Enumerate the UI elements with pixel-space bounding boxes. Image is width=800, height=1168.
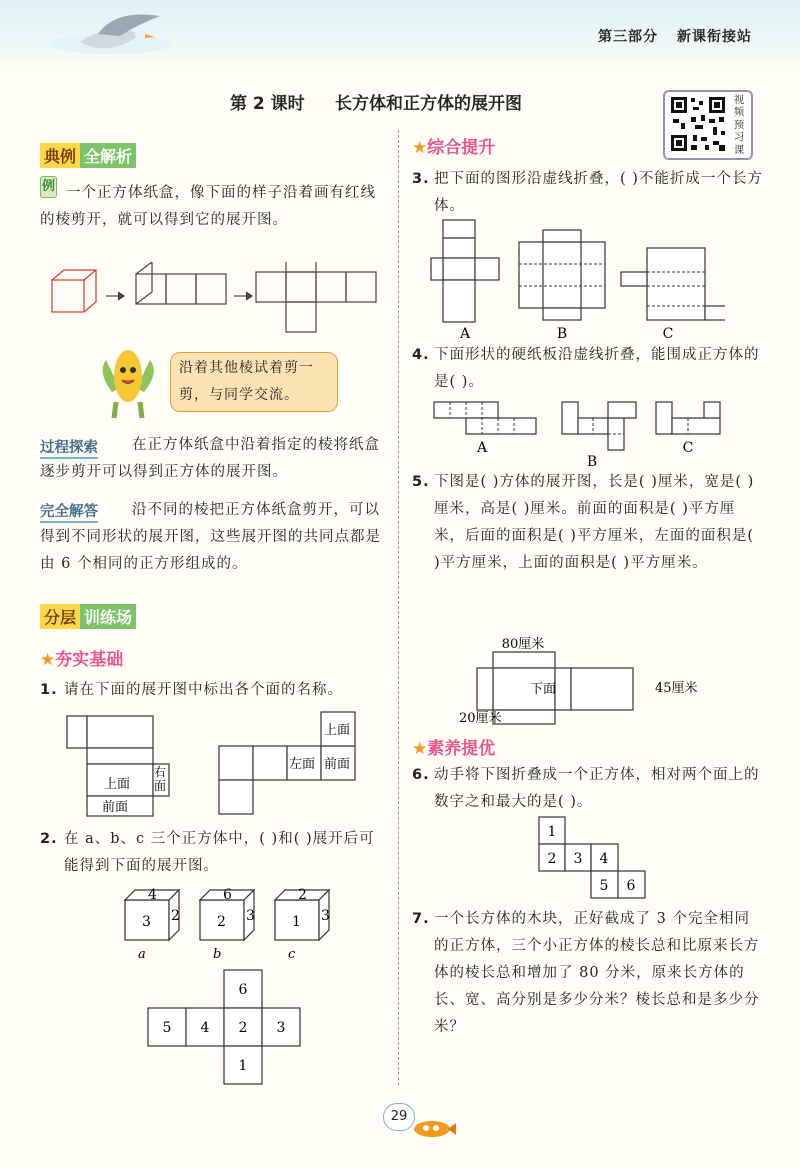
q1-net2-top: 上面 [324, 723, 351, 738]
q5-face-label: 下面 [529, 682, 557, 697]
q1-net2-left: 左面 [289, 757, 316, 772]
q1-text: 请在下面的展开图中标出各个面的名称。 [64, 682, 343, 698]
cube-c-label: c [288, 947, 296, 962]
q6-text: 动手将下图折叠成一个正方体，相对两个面上的数字之和最大的是( )。 [434, 767, 760, 810]
practice-heading-part2: 训练场 [80, 604, 136, 629]
q3-label-a: A [459, 326, 471, 342]
cube-b-label: b [213, 947, 222, 962]
q3-number: 3. [412, 171, 430, 187]
qr-code-icon [669, 95, 727, 153]
header-part: 第三部分 [598, 29, 658, 45]
q3-text: 把下面的图形沿虚线折叠，( )不能折成一个长方体。 [434, 171, 763, 214]
q2-net-cell: 4 [200, 1020, 210, 1036]
cube-a-front: 3 [142, 914, 151, 930]
q5-dim-right: 45厘米 [655, 681, 698, 696]
q6-cell: 3 [573, 851, 583, 867]
q2-net-cell: 2 [238, 1020, 248, 1036]
quality-heading [412, 734, 495, 759]
cube-a-label: a [138, 947, 146, 962]
star-icon: ★ [412, 739, 428, 759]
basic-heading [40, 645, 123, 670]
quality-heading-text: 素养提优 [427, 739, 496, 759]
qr-caption [731, 94, 747, 156]
cube-a-side: 2 [171, 908, 180, 924]
page-number: 29 [383, 1103, 415, 1131]
qr-char: 课 [733, 143, 745, 156]
q4-text: 下面形状的硬纸板沿虚线折叠，能围成正方体的是( )。 [434, 347, 760, 390]
q7-number: 7. [412, 911, 430, 927]
q1-net1-right-char: 右 [154, 765, 167, 779]
submarine-icon [408, 1115, 458, 1141]
q6-cell: 1 [547, 824, 557, 840]
q4-label-c: C [682, 440, 694, 456]
q2-cubes [120, 886, 340, 964]
cube-c-front: 1 [292, 914, 301, 930]
example-heading-part2: 全解析 [80, 143, 136, 168]
q2-text: 在 a、b、c 三个正方体中，( )和( )展开后可能得到下面的展开图。 [64, 831, 375, 874]
corn-mascot-illustration [92, 342, 164, 422]
q5-net [455, 636, 755, 728]
q1-net1-top: 上面 [104, 777, 131, 792]
cube-a-top: 4 [148, 887, 157, 903]
cube-c-top: 2 [298, 887, 307, 903]
q2-net [140, 968, 310, 1090]
qr-card[interactable] [663, 90, 753, 160]
answer-text: 沿不同的棱把正方体纸盒剪开，可以得到不同形状的展开图，这些展开图的共同点都是由 6 个相同的正方形组成的。 [40, 502, 381, 572]
header-series: 新课衔接站 [677, 29, 752, 45]
q1-net2-front: 前面 [324, 757, 351, 772]
cube-c-side: 3 [321, 908, 330, 924]
q4-figures [430, 396, 730, 468]
q3-label-b: B [556, 326, 568, 342]
combo-heading-text: 综合提升 [427, 138, 496, 158]
column-divider [398, 130, 399, 1085]
answer-label: 完全解答 [40, 500, 98, 523]
q3-figures [425, 214, 725, 342]
cube-b-side: 3 [246, 908, 255, 924]
example-tag: 例 [40, 176, 57, 198]
q1-net1-right [154, 765, 166, 793]
q2-net-cell: 5 [162, 1020, 172, 1036]
q1-net1-right-char: 面 [154, 779, 167, 793]
q6-cell: 4 [599, 851, 609, 867]
lesson-number: 第 2 课时 [230, 94, 305, 114]
qr-char: 习 [733, 131, 745, 144]
q5-dim-top: 80厘米 [501, 637, 545, 652]
q4-label-b: B [586, 454, 598, 468]
example-net-diagram [44, 262, 384, 334]
combo-heading [412, 133, 495, 158]
q6-net [535, 815, 655, 901]
lesson-title: 长方体和正方体的展开图 [335, 94, 522, 114]
q2-net-bottom: 1 [238, 1058, 248, 1074]
q2-number: 2. [40, 831, 58, 847]
q7-text: 一个长方体的木块，正好截成了 3 个完全相同的正方体，三个小正方体的棱长总和比原来长方体的棱长总和增加了 80 分米，原来长方体的长、宽、高分别是多少分米？棱长总和是多少分米？ [434, 911, 760, 1035]
q1-nets [64, 708, 384, 820]
q5-number: 5. [412, 474, 430, 490]
q6-cell: 2 [547, 851, 557, 867]
q3-label-c: C [662, 326, 674, 342]
q4-label-a: A [476, 440, 488, 456]
q6-cell: 6 [626, 878, 636, 894]
cube-b-front: 2 [217, 914, 226, 930]
star-icon: ★ [40, 650, 56, 670]
basic-heading-text: 夯实基础 [55, 650, 124, 670]
seagull-illustration [40, 4, 190, 74]
q1-number: 1. [40, 682, 58, 698]
process-label: 过程探索 [40, 436, 98, 459]
q6-cell: 5 [599, 878, 609, 894]
practice-heading-part1: 分层 [40, 604, 80, 629]
q5-text: 下图是( )方体的展开图，长是( )厘米，宽是( )厘米，高是( )厘米。前面的面积是( )平方厘米，后面的面积是( )平方厘米，左面的面积是( )平方厘米，上面的面积是( )平方厘米。 [434, 474, 755, 571]
q6-number: 6. [412, 767, 430, 783]
q4-number: 4. [412, 347, 430, 363]
practice-heading [40, 604, 136, 629]
cube-b-top: 6 [223, 887, 232, 903]
mascot-speech-bubble: 沿着其他棱试着剪一剪，与同学交流。 [170, 352, 338, 412]
star-icon: ★ [412, 138, 428, 158]
q5-dim-left: 20厘米 [459, 711, 502, 726]
example-text: 一个正方体纸盒，像下面的样子沿着画有红线的棱剪开，就可以得到它的展开图。 [40, 185, 376, 228]
qr-char: 频 [733, 106, 745, 119]
example-heading [40, 143, 136, 168]
example-heading-part1: 典例 [40, 143, 80, 168]
qr-char: 视 [733, 94, 745, 106]
q2-net-top: 6 [238, 982, 248, 998]
q1-net1-front: 前面 [102, 800, 129, 815]
qr-char: 预 [733, 118, 745, 131]
process-text: 在正方体纸盒中沿着指定的棱将纸盒逐步剪开可以得到正方体的展开图。 [40, 437, 380, 480]
q2-net-cell: 3 [276, 1020, 286, 1036]
